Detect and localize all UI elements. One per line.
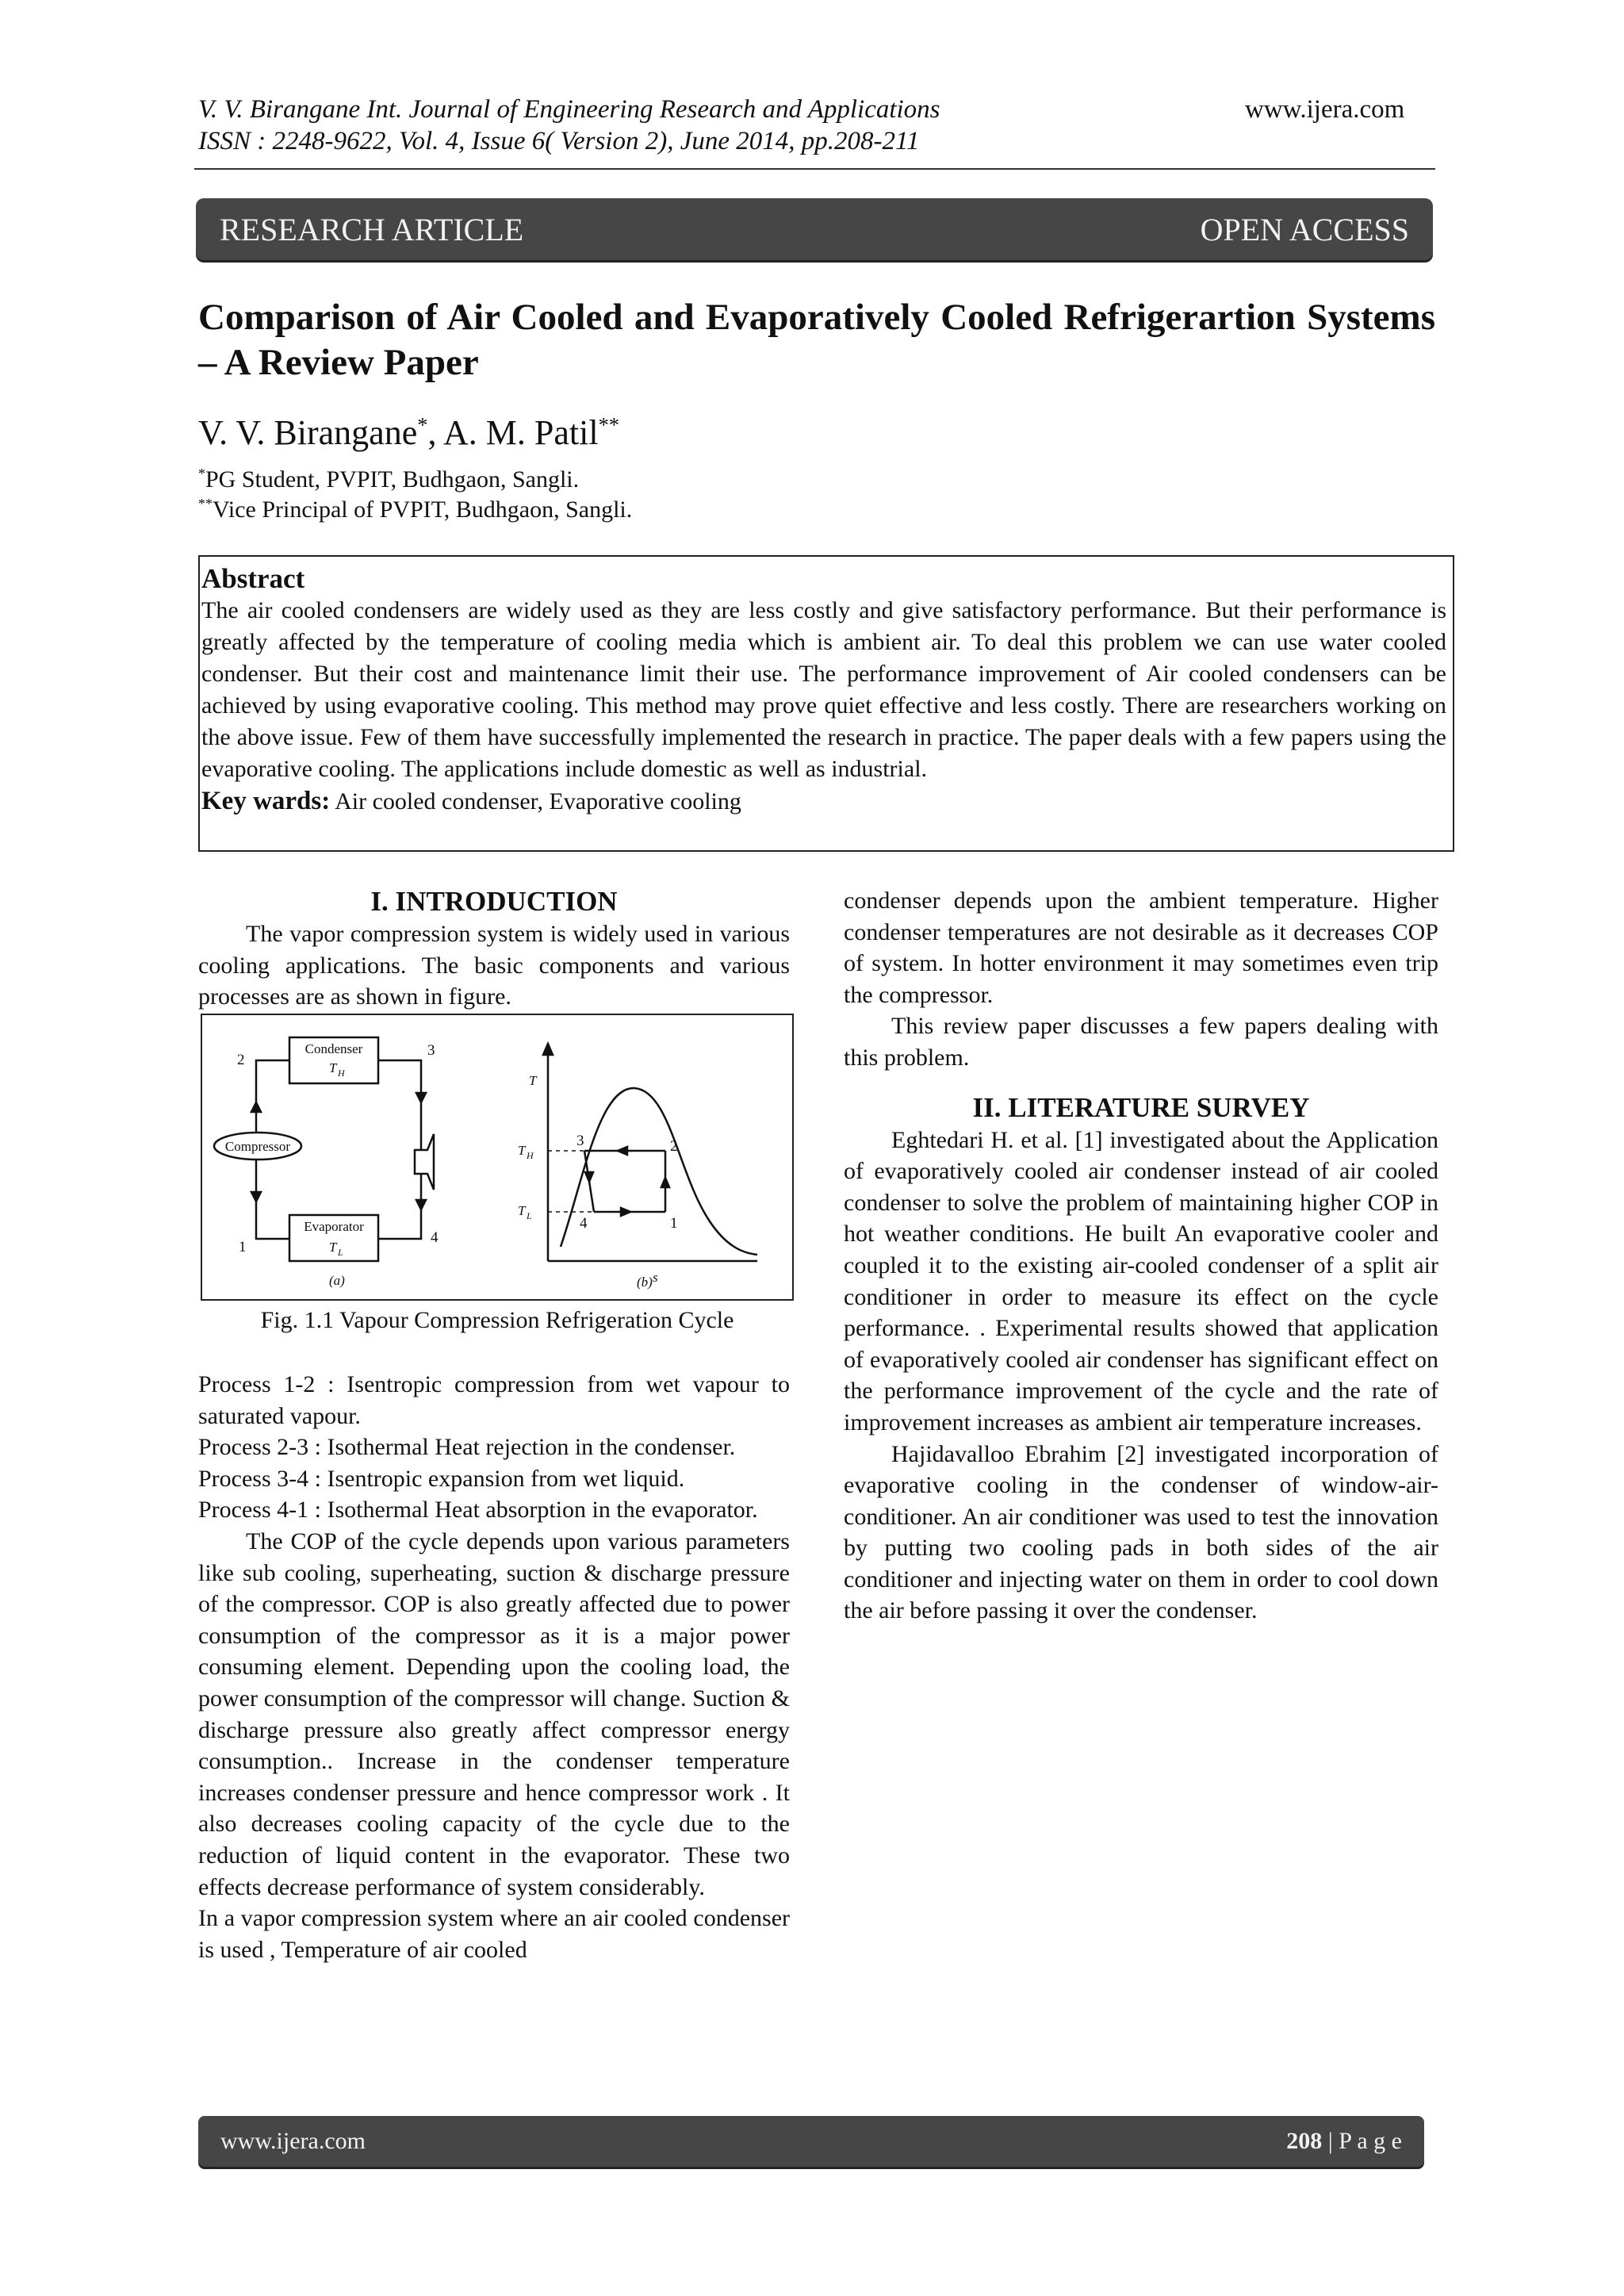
author-1: V. V. Birangane bbox=[198, 413, 418, 452]
ts-th-label: T bbox=[518, 1143, 526, 1158]
literature-paragraph-2: Hajidavalloo Ebrahim [2] investigated incorporation of evaporative cooling in the condenser of window-air-conditioner. An air conditioner was used to test the innovation by putting two cooling pads in both sides of the air conditioner and injecting water on them in order to cool down the air before passing it over the condenser. bbox=[844, 1440, 1438, 1624]
line-4 bbox=[378, 1174, 421, 1239]
node-3-a: 3 bbox=[427, 1042, 435, 1059]
line-2 bbox=[256, 1060, 289, 1133]
schematic-labels bbox=[225, 1041, 439, 1288]
footer-website: www.ijera.com bbox=[220, 2128, 366, 2154]
left-column-lower bbox=[198, 1369, 790, 1965]
author-2: , A. M. Patil bbox=[427, 413, 599, 452]
process-2-3: Process 2-3 : Isothermal Heat rejection in the condenser. bbox=[198, 1434, 736, 1461]
tl-sub-label: L bbox=[338, 1247, 343, 1258]
axis-s-label: s bbox=[653, 1270, 658, 1285]
author-1-mark: * bbox=[417, 412, 428, 437]
arrow-down bbox=[416, 1093, 426, 1102]
expansion-valve bbox=[415, 1134, 434, 1190]
node-4-b: 4 bbox=[580, 1215, 588, 1232]
affiliation-1 bbox=[198, 465, 579, 495]
aff-1-text: PG Student, PVPIT, Budhgaon, Sangli. bbox=[205, 466, 580, 493]
abstract-box bbox=[198, 555, 1454, 852]
intro-heading: I. INTRODUCTION bbox=[370, 886, 618, 917]
aff-1-mark: * bbox=[198, 466, 205, 481]
page-suffix: | P a g e bbox=[1322, 2128, 1402, 2154]
cycle-figure bbox=[201, 1014, 794, 1301]
author-2-mark: ** bbox=[598, 412, 619, 437]
journal-line: V. V. Birangane Int. Journal of Engineering Research and Applications bbox=[198, 95, 940, 124]
node-4-a: 4 bbox=[431, 1229, 439, 1246]
arrow-left bbox=[618, 1147, 627, 1155]
process-4-1: Process 4-1 : Isothermal Heat absorption in the evaporator. bbox=[198, 1497, 758, 1524]
ts-labels bbox=[518, 1073, 678, 1288]
node-1-b: 1 bbox=[670, 1215, 678, 1232]
abstract-heading: Abstract bbox=[201, 563, 305, 594]
ts-tl-sub-label: L bbox=[527, 1210, 532, 1221]
ts-th-sub-label: H bbox=[527, 1150, 534, 1161]
th-label: T bbox=[329, 1060, 337, 1075]
arrow-right bbox=[621, 1208, 630, 1216]
arrow-down-2 bbox=[416, 1200, 426, 1209]
node-2-a: 2 bbox=[237, 1052, 245, 1068]
arrow-up-2 bbox=[251, 1192, 261, 1202]
literature-heading: II. LITERATURE SURVEY bbox=[972, 1091, 1310, 1123]
footer-page bbox=[1286, 2128, 1402, 2155]
right-column bbox=[844, 885, 1438, 1627]
ts-diagram-b bbox=[543, 1044, 757, 1261]
arrow-up-b bbox=[661, 1178, 669, 1187]
ts-tl-label: T bbox=[518, 1203, 526, 1218]
intro-paragraph-1: The vapor compression system is widely used in various cooling applications. The basic components and various processes are as shown in figure. bbox=[198, 921, 790, 1010]
line-3 bbox=[378, 1060, 421, 1150]
keywords-text: Air cooled condenser, Evaporative cooling bbox=[330, 788, 741, 815]
banner-research-article: RESEARCH ARTICLE bbox=[220, 211, 524, 247]
process-3-4: Process 3-4 : Isentropic expansion from wet liquid. bbox=[198, 1465, 685, 1492]
condenser-label: Condenser bbox=[304, 1041, 363, 1056]
tl-label: T bbox=[329, 1240, 337, 1255]
node-3-b: 3 bbox=[576, 1133, 584, 1149]
compressor-label: Compressor bbox=[224, 1139, 291, 1154]
banner-open-access: OPEN ACCESS bbox=[1200, 211, 1409, 247]
process-1-2: Process 1-2 : Isentropic compression from wet vapour to saturated vapour. bbox=[198, 1371, 790, 1429]
line-1 bbox=[256, 1159, 289, 1239]
label-b-visible: (b) bbox=[637, 1274, 653, 1290]
abstract-text: The air cooled condensers are widely used as they are less costly and give satisfactory performance. But their performance is greatly affected by the temperature of cooling media which is ambient air. To deal this problem we can use water cooled condenser. But their cost and maintenance limit their use. The performance improvement of Air cooled condensers can be achieved by using evaporative cooling. This method may prove quiet effective and less costly. There are researchers working on the above issue. Few of them have successfully implemented the research in practice. The paper deals with a few papers using the evaporative cooling. The applications include domestic as well as industrial. bbox=[201, 597, 1446, 782]
axis-t-label: T bbox=[529, 1073, 537, 1088]
label-a: (a) bbox=[329, 1273, 345, 1288]
header-website: www.ijera.com bbox=[1245, 95, 1405, 124]
intro-paragraph-2: The COP of the cycle depends upon various parameters like sub cooling, superheating, suction & discharge pressure of the compressor. COP is also greatly affected due to power consumption of the compressor as it is a major power consuming element. Depending upon the cooling load, the power consumption of the compressor will change. Suction & discharge pressure also greatly affect compressor energy consumption.. Increase in the condenser temperature increases condenser pressure and hence compressor work . It also decreases cooling capacity of the cycle due to the reduction of liquid content in the evaporator. These two effects decrease performance of system considerably. bbox=[198, 1527, 790, 1900]
arrow-down-b bbox=[585, 1172, 593, 1182]
node-2-b: 2 bbox=[670, 1138, 678, 1155]
th-sub-label: H bbox=[338, 1068, 345, 1079]
header-rule bbox=[194, 168, 1435, 170]
paper-title: Comparison of Air Cooled and Evaporatively Cooled Refrigerartion Systems – A Review Paper bbox=[198, 297, 1435, 383]
issn-line: ISSN : 2248-9622, Vol. 4, Issue 6( Version 2), June 2014, pp.208-211 bbox=[198, 127, 920, 155]
keywords-label: Key wards: bbox=[201, 787, 331, 815]
article-banner bbox=[196, 198, 1433, 260]
aff-2-text: Vice Principal of PVPIT, Budhgaon, Sangli. bbox=[213, 496, 633, 523]
page-number: 208 bbox=[1286, 2128, 1323, 2154]
author-line bbox=[198, 412, 619, 453]
t-axis-arrow bbox=[543, 1044, 553, 1055]
arrow-up bbox=[251, 1102, 261, 1112]
right-paragraph-1: condenser depends upon the ambient temperature. Higher condenser temperatures are not desirable as it decreases COP of system. In hotter environment it may sometimes even trip the compressor. bbox=[844, 887, 1438, 1008]
page-footer bbox=[198, 2116, 1424, 2167]
node-1-a: 1 bbox=[239, 1239, 247, 1255]
right-paragraph-2: This review paper discusses a few papers dealing with this problem. bbox=[844, 1013, 1438, 1071]
affiliation-2 bbox=[198, 495, 632, 525]
aff-2-mark: ** bbox=[198, 496, 213, 512]
left-column bbox=[198, 885, 790, 1013]
evaporator-label: Evaporator bbox=[304, 1219, 364, 1234]
keywords bbox=[201, 785, 1446, 818]
literature-paragraph-1: Eghtedari H. et al. [1] investigated about the Application of evaporatively cooled air condenser instead of air cooled condenser to solve the problem of maintaining higher COP in hot weather conditions. He built An evaporative cooler and coupled it to the existing air-cooled condenser of a split air conditioner in order to measure its effect on the cycle performance. . Experimental results showed that application of evaporatively cooled air condenser has significant effect on the performance improvement of the cycle and the rate of improvement increases as ambient air temperature increases. bbox=[844, 1126, 1438, 1435]
cycle-figure-svg bbox=[202, 1015, 792, 1299]
figure-caption: Fig. 1.1 Vapour Compression Refrigeration Cycle bbox=[260, 1307, 734, 1333]
intro-paragraph-3: In a vapor compression system where an air cooled condenser is used , Temperature of air cooled bbox=[198, 1905, 790, 1963]
